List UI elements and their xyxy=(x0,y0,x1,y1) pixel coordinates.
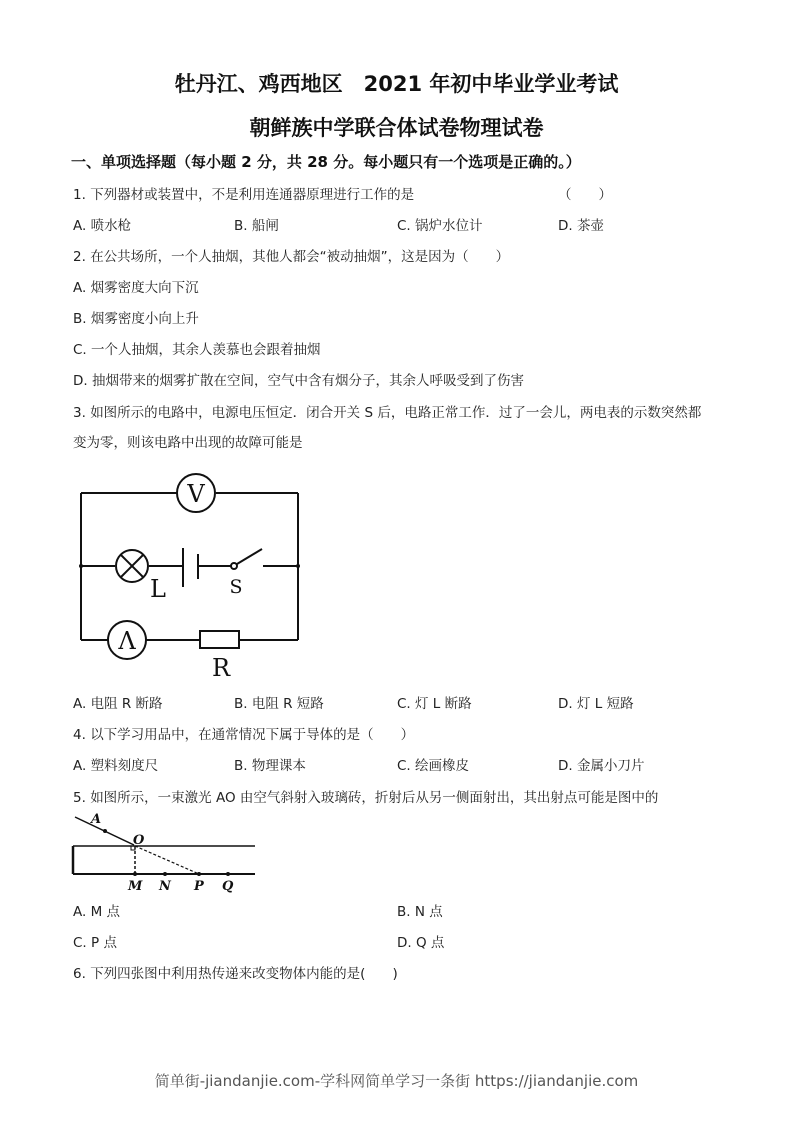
page-footer: 简单街-jiandanjie.com-学科网简单学习一条街 https://jiandanjie.com xyxy=(154,1072,639,1090)
q1-option-d: D. 茶壶 xyxy=(558,218,604,234)
point-q-label: Q xyxy=(222,879,234,894)
point-a-label: A xyxy=(91,812,102,827)
question-text: 在公共场所，一个人抽烟，其他人都会“被动抽烟”，这是因为（ ） xyxy=(90,249,510,265)
question-text: 以下学习用品中，在通常情况下属于导体的是（ ） xyxy=(90,727,415,743)
point-m-label: M xyxy=(128,879,143,894)
voltmeter-label: V xyxy=(187,480,205,508)
question-text: 如图所示的电路中，电源电压恒定．闭合开关 S 后，电路正常工作．过了一会儿，两电表的示数突然都 xyxy=(90,405,702,421)
q3-option-c: C. 灯 L 断路 xyxy=(397,696,472,712)
question-2 xyxy=(73,245,509,265)
question-3 xyxy=(73,401,701,421)
question-number: 1. xyxy=(73,187,86,203)
q2-option-c: C. 一个人抽烟，其余人羡慕也会跟着抽烟 xyxy=(73,342,321,358)
point-p-label: P xyxy=(194,879,204,894)
question-text: 下列器材或装置中，不是利用连通器原理进行工作的是 xyxy=(90,187,415,203)
question-number: 2. xyxy=(73,249,86,265)
q5-option-d: D. Q 点 xyxy=(397,935,445,951)
point-o-label: O xyxy=(133,833,145,848)
circuit-diagram xyxy=(70,465,310,685)
question-6 xyxy=(73,962,398,982)
junction-dot-left xyxy=(79,564,83,568)
question-number: 6. xyxy=(73,966,86,982)
refraction-diagram xyxy=(65,808,265,898)
switch-label: S xyxy=(229,576,243,598)
question-text: 下列四张图中利用热传递来改变物体内能的是( ) xyxy=(90,966,398,982)
q4-option-a: A. 塑料刻度尺 xyxy=(73,758,159,774)
question-1 xyxy=(73,183,414,203)
answer-bracket: （ ） xyxy=(558,187,612,203)
q4-option-c: C. 绘画橡皮 xyxy=(397,758,470,774)
q4-option-d: D. 金属小刀片 xyxy=(558,758,645,774)
junction-dot-right xyxy=(296,564,300,568)
question-number: 3. xyxy=(73,405,86,421)
q2-option-a: A. 烟雾密度大向下沉 xyxy=(73,280,199,296)
exam-title-line2: 朝鲜族中学联合体试卷物理试卷 xyxy=(249,116,544,140)
question-number: 4. xyxy=(73,727,86,743)
q4-option-b: B. 物理课本 xyxy=(234,758,306,774)
question-4 xyxy=(73,723,414,743)
q5-option-b: B. N 点 xyxy=(397,904,443,920)
q3-option-d: D. 灯 L 短路 xyxy=(558,696,634,712)
q2-option-b: B. 烟雾密度小向上升 xyxy=(73,311,199,327)
q5-option-c: C. P 点 xyxy=(73,935,117,951)
q3-option-a: A. 电阻 R 断路 xyxy=(73,696,163,712)
q1-option-b: B. 船闸 xyxy=(234,218,279,234)
point-n-label: N xyxy=(159,879,171,894)
q5-option-a: A. M 点 xyxy=(73,904,121,920)
resistor-label: R xyxy=(211,654,231,682)
q2-option-d: D. 抽烟带来的烟雾扩散在空间，空气中含有烟分子，其余人呼吸受到了伤害 xyxy=(73,373,524,389)
lamp-label: L xyxy=(150,575,166,603)
q3-option-b: B. 电阻 R 短路 xyxy=(234,696,324,712)
ammeter-label: Λ xyxy=(118,627,136,655)
question-number: 5. xyxy=(73,790,86,806)
q1-option-c: C. 锅炉水位计 xyxy=(397,218,483,234)
question-3-continued: 变为零，则该电路中出现的故障可能是 xyxy=(73,435,303,451)
section-heading: 一、单项选择题（每小题 2 分，共 28 分。每小题只有一个选项是正确的。） xyxy=(71,153,581,171)
exam-title-line1: 牡丹江、鸡西地区 2021 年初中毕业学业考试 xyxy=(174,72,619,96)
question-5 xyxy=(73,786,658,806)
q1-option-a: A. 喷水枪 xyxy=(73,218,132,234)
question-text: 如图所示，一束激光 AO 由空气斜射入玻璃砖，折射后从另一侧面射出，其出射点可能是图中的 xyxy=(90,790,659,806)
